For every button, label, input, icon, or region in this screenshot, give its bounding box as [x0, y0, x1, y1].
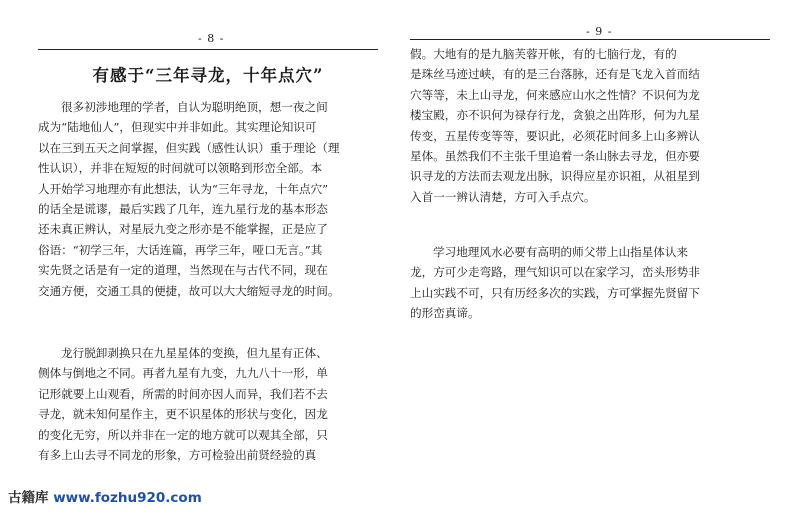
- text-line: 实先贤之话是有一定的道理，当然现在与古代不同，现在: [38, 263, 328, 278]
- text-line: 成为“陆地仙人”，但现实中并非如此。其实理论知识可: [38, 120, 317, 135]
- text-line: 以在三到五天之间掌握，但实践（感性认识）重于理论（理: [38, 140, 340, 155]
- text-line: 龙行脱卸剥换只在九星星体的变换，但九星有正体、: [61, 346, 328, 360]
- text-line: 人开始学习地理亦有此想法，认为“三年寻龙，十年点穴”: [38, 181, 329, 196]
- right-paragraph-2: [410, 242, 772, 324]
- text-line: 性认识），并非在短短的时间就可以领略到形峦全部。本: [38, 161, 323, 176]
- watermark-site-name: 古籍库: [8, 490, 49, 506]
- left-paragraph-2: [38, 343, 378, 465]
- text-line: 学习地理风水必要有高明的师父带上山指星体认来: [433, 245, 689, 259]
- text-line: 还未真正辨认，对星辰九变之形亦是不能掌握，正是应了: [38, 222, 328, 237]
- right-paragraph-1: [410, 44, 772, 207]
- site-watermark: [8, 486, 202, 506]
- text-line: 寻龙，就未知何星作主，更不识星体的形状与变化，因龙: [38, 407, 328, 422]
- text-line: 的话全是谎谬，最后实践了几年，连九星行龙的基本形态: [38, 202, 328, 217]
- left-paragraph-1: [38, 97, 378, 301]
- text-line: 侧体与倒地之不同。再者九星有九变，九九八十一形，单: [38, 366, 328, 381]
- text-line: 是珠丝马迹过峡，有的是三台落脉，还有是飞龙入首而结: [410, 67, 700, 82]
- right-header-rule: [410, 39, 770, 40]
- watermark-url: www.fozhu920.com: [53, 490, 202, 506]
- left-page-number: - 8 -: [198, 32, 225, 45]
- text-line: 的变化无穷，所以并非在一定的地方就可以观其全部，只: [38, 427, 328, 442]
- text-line: 入首一一辨认清楚，方可入手点穴。: [410, 189, 596, 204]
- text-line: 楼宝殿，亦不识何为禄存行龙，贪狼之出阵形，何为九星: [410, 108, 700, 123]
- text-line: 假。大地有的是九脑芙蓉开帐，有的七脑行龙，有的: [410, 47, 677, 61]
- text-line: 星体。虽然我们不主张千里追着一条山脉去寻龙，但亦要: [410, 149, 700, 164]
- text-line: 交通方便，交通工具的便捷，故可以大大缩短寻龙的时间。: [38, 283, 340, 298]
- text-line: 上山实践不可，只有历经多次的实践，方可掌握先贤留下: [410, 285, 700, 300]
- article-title: 有感于“三年寻龙，十年点穴”: [92, 66, 324, 85]
- text-line: 传变，五星传变等等，要识此，必须花时间多上山多辨认: [410, 128, 700, 143]
- text-line: 很多初涉地理的学者，自认为聪明绝顶，想一夜之间: [61, 100, 328, 114]
- text-line: 的形峦真谛。: [410, 306, 480, 321]
- text-line: 龙，方可少走弯路，理气知识可以在家学习，峦头形势非: [410, 265, 700, 280]
- text-line: 识寻龙的方法而去观龙出脉，识得应星亦识祖，从祖星到: [410, 169, 700, 184]
- left-header-rule: [38, 49, 378, 50]
- text-line: 穴等等，未上山寻龙，何来感应山水之性情？不识何为龙: [410, 87, 700, 102]
- right-page-number: - 9 -: [586, 25, 613, 38]
- text-line: 有多上山去寻不同龙的形象，方可检验出前贤经验的真: [38, 448, 317, 463]
- text-line: 俗语：“初学三年，大话连篇，再学三年，哑口无言。”其: [38, 242, 323, 257]
- text-line: 记形就要上山观看，所需的时间亦因人而异，我们若不去: [38, 386, 328, 401]
